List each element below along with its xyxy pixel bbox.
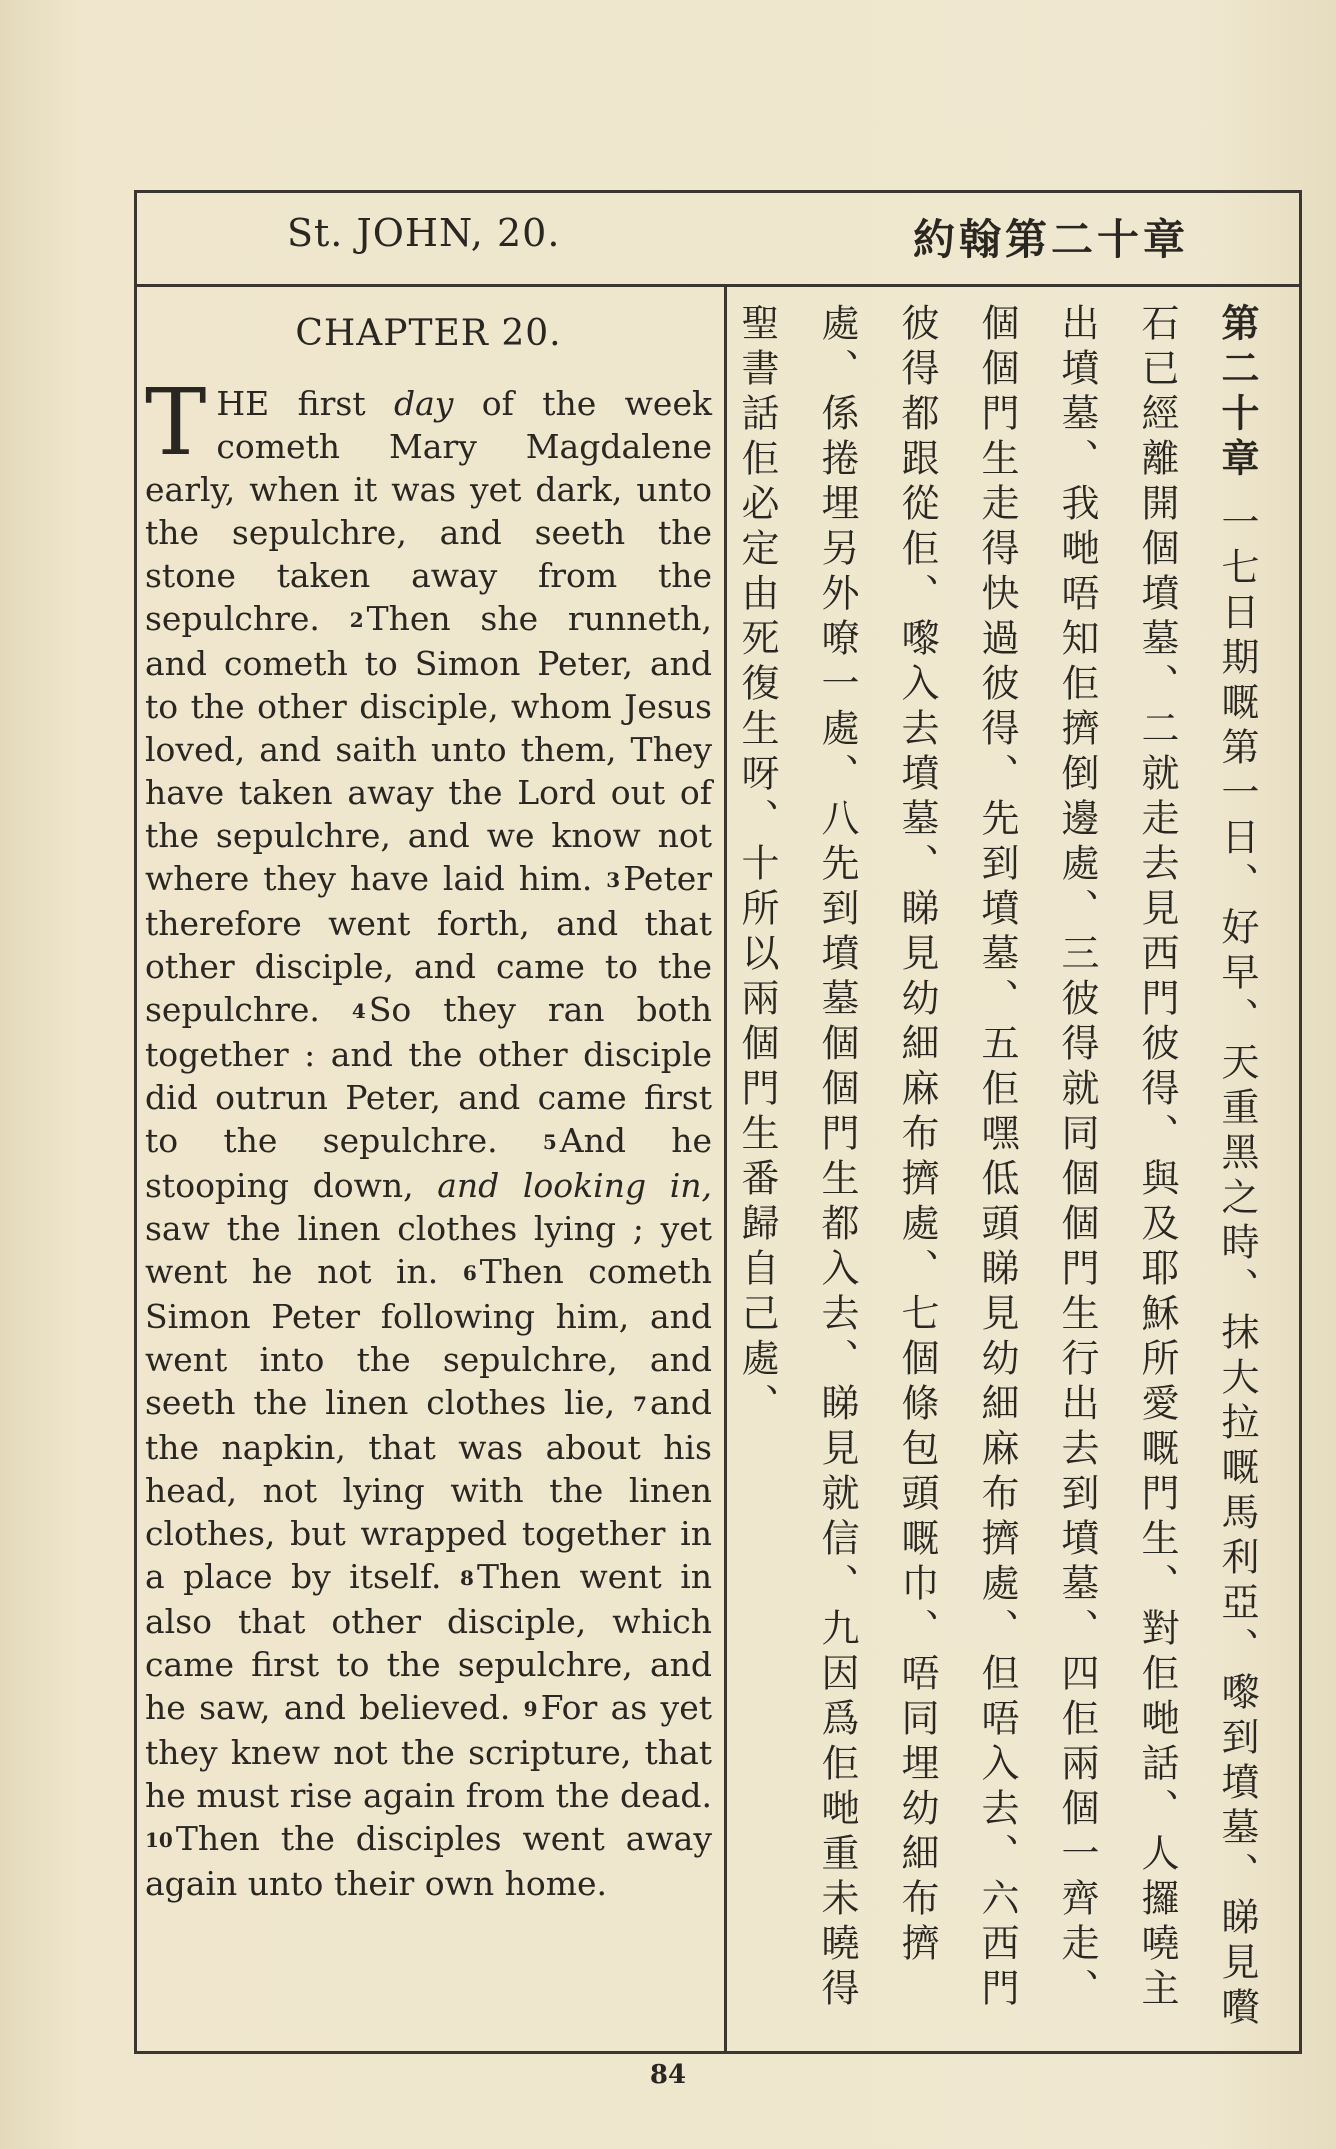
page-number: 84: [649, 2060, 687, 2090]
verse-number: 9: [523, 1697, 538, 1721]
verse-5-italic: and looking in,: [437, 1166, 712, 1205]
header-english: St. JOHN, 20.: [287, 211, 561, 255]
verse-3-text: Peter therefore went forth, and that other disciple, and came to the sepulchre.: [145, 859, 713, 1029]
verse-number: 4: [351, 999, 366, 1023]
verse-6-text: Then cometh Simon Peter following him, and went into the sepulchre, and seeth the linen clothes lie,: [145, 1252, 712, 1422]
verse-1-text-a: HE first: [216, 384, 394, 423]
english-text: [145, 369, 713, 1905]
drop-cap: T: [145, 369, 207, 476]
verse-number: 6: [462, 1261, 477, 1285]
verse-1-text-b: of the week cometh Mary Magdalene early, when it was yet dark, unto the sepulchre, and seeth the stone taken away from the sepulchre.: [145, 384, 712, 638]
verse-number: 2: [349, 608, 364, 632]
english-column: [145, 303, 712, 1905]
verse-number: 3: [606, 868, 621, 892]
verse-5-text-a: And he stooping down,: [145, 1121, 713, 1205]
page-frame: [134, 190, 1302, 2054]
verse-2-text: Then she runneth, and cometh to Simon Peter, and to the other disciple, whom Jesus loved, and saith unto them, They have taken away the Lord out of the sepulchre, and we know not where they have laid him.: [145, 599, 712, 898]
chinese-column: [735, 303, 1277, 2043]
verse-number: 5: [542, 1130, 557, 1154]
verse-number: 10: [145, 1828, 173, 1852]
chinese-chapter-title: 第二十章: [1215, 303, 1259, 483]
verse-8-text: Then went in also that other disciple, which came first to the sepulchre, and he saw, and believed.: [145, 1557, 712, 1727]
running-header: [137, 193, 1299, 287]
verse-number: 8: [460, 1566, 474, 1590]
header-chinese: 約翰第二十章: [912, 215, 1189, 264]
verse-5-text-b: saw the linen clothes lying ; yet went he not in.: [145, 1209, 712, 1291]
verse-7-text: and the napkin, that was about his head, not lying with the linen clothes, but wrapped together in a place by itself.: [145, 1383, 712, 1596]
chapter-title: CHAPTER 20.: [295, 313, 562, 354]
chinese-text: 一七日期嘅第一日、好早、天重黑之時、抹大拉嘅馬利亞、嚟到墳墓、睇見嚽石已經離開個墳墓、二就走去見西門彼得、與及耶穌所愛嘅門生、對佢哋話、人攞嘵主出墳墓、我哋唔知佢擠倒邊處、三彼得就同個個門生行出去到墳墓、四佢兩個一齊走、個個門生走得快過彼得、先到墳墓、五佢嘿低頭睇見幼細麻布擠處、但唔入去、六西門彼得都跟從佢、嚟入去墳墓、睇見幼細麻布擠處、七個條包頭嘅巾、唔同埋幼細布擠處、係捲埋另外嘹一處、八先到墳墓個個門生都入去、睇見就信、九因爲佢哋重未曉得聖書話佢必定由死復生呀、十所以兩個門生番歸自己處、: [735, 303, 1259, 2033]
verse-9-text: For as yet they knew not the scripture, that he must rise again from the dead.: [145, 1688, 712, 1815]
verse-4-text: So they ran both together : and the other disciple did outrun Peter, and came first to the sepulchre.: [145, 990, 713, 1160]
verse-number: 7: [633, 1392, 647, 1416]
verse-10-text: Then the disciples went away again unto their own home.: [145, 1819, 712, 1903]
verse-1-italic: day: [393, 384, 454, 423]
